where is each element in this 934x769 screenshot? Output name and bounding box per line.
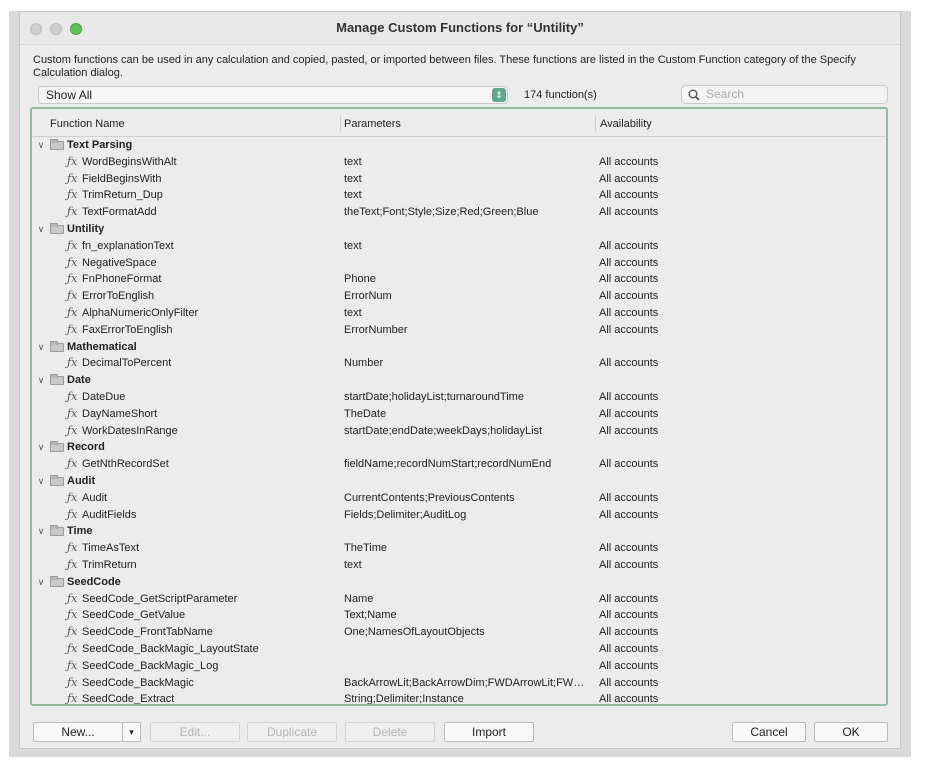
function-availability: All accounts: [599, 458, 659, 471]
function-name: TimeAsText: [82, 542, 140, 555]
group-name: SeedCode: [67, 575, 121, 588]
search-icon: [688, 89, 700, 101]
function-row[interactable]: [32, 691, 886, 706]
function-parameters: theText;Font;Style;Size;Red;Green;Blue: [344, 206, 539, 219]
function-row[interactable]: [32, 540, 886, 557]
dialog-title: Manage Custom Functions for “Untility”: [336, 20, 584, 35]
function-fx-icon: ƒx: [67, 305, 78, 319]
function-fx-icon: ƒx: [67, 490, 78, 504]
group-row[interactable]: [32, 137, 886, 154]
function-parameters: Number: [344, 357, 384, 370]
function-parameters: text: [344, 239, 362, 252]
function-availability: All accounts: [599, 609, 659, 622]
manage-custom-functions-dialog: [19, 11, 901, 749]
function-parameters: String;Delimiter;Instance: [344, 693, 464, 706]
function-name: Audit: [82, 491, 108, 504]
function-parameters: text: [344, 172, 362, 185]
function-parameters: text: [344, 306, 362, 319]
function-parameters: text: [344, 189, 362, 202]
search-input[interactable]: [681, 85, 888, 104]
function-row[interactable]: [32, 255, 886, 272]
disclosure-chevron-down-icon[interactable]: ∨: [37, 140, 45, 150]
new-button[interactable]: New...: [33, 722, 123, 742]
function-name: DecimalToPercent: [82, 357, 172, 370]
function-availability: All accounts: [599, 659, 659, 672]
function-fx-icon: ƒx: [67, 423, 78, 437]
column-separator: [340, 115, 341, 132]
function-name: NegativeSpace: [82, 256, 157, 269]
group-row[interactable]: [32, 372, 886, 389]
function-name: fn_explanationText: [82, 239, 174, 252]
function-fx-icon: ƒx: [67, 658, 78, 672]
column-separator: [595, 115, 596, 132]
cancel-button[interactable]: Cancel: [732, 722, 806, 742]
group-name: Time: [67, 525, 93, 538]
folder-icon: [50, 225, 64, 234]
search-placeholder: Search: [706, 87, 745, 101]
function-parameters: TheTime: [344, 542, 387, 555]
function-name: TrimReturn: [82, 558, 137, 571]
function-parameters: startDate;holidayList;turnaroundTime: [344, 390, 524, 403]
function-parameters: text: [344, 155, 362, 168]
function-name: SeedCode_BackMagic_Log: [82, 659, 219, 672]
function-fx-icon: ƒx: [67, 641, 78, 655]
group-name: Mathematical: [67, 340, 137, 353]
function-availability: All accounts: [599, 558, 659, 571]
window-frame: [9, 11, 911, 757]
function-availability: All accounts: [599, 189, 659, 202]
folder-icon: [50, 376, 64, 385]
function-availability: All accounts: [599, 357, 659, 370]
function-name: FnPhoneFormat: [82, 273, 162, 286]
function-availability: All accounts: [599, 290, 659, 303]
function-parameters: ErrorNum: [344, 290, 392, 303]
function-availability: All accounts: [599, 306, 659, 319]
function-fx-icon: ƒx: [67, 171, 78, 185]
function-parameters: startDate;endDate;weekDays;holidayList: [344, 424, 543, 437]
disclosure-chevron-down-icon[interactable]: ∨: [37, 223, 45, 234]
function-availability: All accounts: [599, 626, 659, 639]
group-name: Audit: [67, 474, 96, 487]
function-parameters: Fields;Delimiter;AuditLog: [344, 508, 467, 521]
function-name: ErrorToEnglish: [82, 290, 155, 303]
function-name: SeedCode_GetScriptParameter: [82, 592, 238, 605]
function-availability: All accounts: [599, 155, 659, 168]
disclosure-chevron-down-icon[interactable]: ∨: [37, 475, 45, 486]
function-fx-icon: ƒx: [67, 205, 78, 219]
function-availability: All accounts: [599, 542, 659, 555]
group-row[interactable]: [32, 523, 886, 540]
list-header: [32, 109, 886, 137]
function-fx-icon: ƒx: [67, 356, 78, 370]
function-row[interactable]: [32, 507, 886, 524]
function-availability: All accounts: [599, 676, 659, 689]
function-row[interactable]: [32, 171, 886, 188]
function-parameters: BackArrowLit;BackArrowDim;FWDArrowLit;FWD...: [344, 676, 590, 689]
disclosure-chevron-down-icon[interactable]: ∨: [37, 375, 45, 386]
function-row[interactable]: [32, 658, 886, 675]
column-header-params[interactable]: Parameters: [344, 118, 401, 130]
function-name: FieldBeginsWith: [82, 172, 162, 185]
function-row[interactable]: [32, 305, 886, 322]
function-parameters: text: [344, 558, 362, 571]
group-row[interactable]: [32, 339, 886, 356]
function-fx-icon: ƒx: [67, 406, 78, 420]
function-row[interactable]: [32, 355, 886, 372]
function-fx-icon: ƒx: [67, 289, 78, 303]
group-name: Untility: [67, 222, 105, 235]
function-name: SeedCode_FrontTabName: [82, 626, 213, 639]
function-availability: All accounts: [599, 206, 659, 219]
function-availability: All accounts: [599, 323, 659, 336]
function-name: AuditFields: [82, 508, 137, 521]
function-row[interactable]: [32, 675, 886, 692]
function-name: SeedCode_GetValue: [82, 609, 186, 622]
function-availability: All accounts: [599, 693, 659, 706]
filter-selected-value: Show All: [46, 88, 93, 102]
function-fx-icon: ƒx: [67, 457, 78, 471]
function-parameters: One;NamesOfLayoutObjects: [344, 626, 485, 639]
function-row[interactable]: [32, 288, 886, 305]
folder-icon: [50, 527, 64, 536]
function-availability: All accounts: [599, 592, 659, 605]
group-row[interactable]: [32, 574, 886, 591]
function-fx-icon: ƒx: [67, 188, 78, 202]
function-parameters: Text;Name: [344, 609, 397, 622]
column-header-availability[interactable]: Availability: [600, 118, 652, 130]
function-fx-icon: ƒx: [67, 238, 78, 252]
function-name: GetNthRecordSet: [82, 458, 169, 471]
function-availability: All accounts: [599, 273, 659, 286]
folder-icon: [50, 443, 64, 452]
function-row[interactable]: [32, 490, 886, 507]
function-row[interactable]: [32, 322, 886, 339]
function-parameters: fieldName;recordNumStart;recordNumEnd: [344, 458, 552, 471]
function-row[interactable]: [32, 456, 886, 473]
function-availability: All accounts: [599, 239, 659, 252]
column-header-name[interactable]: Function Name: [50, 118, 125, 130]
list-rows: [32, 137, 886, 706]
group-name: Date: [67, 374, 91, 387]
delete-button[interactable]: Delete: [345, 722, 435, 742]
function-fx-icon: ƒx: [67, 591, 78, 605]
title-bar: [20, 12, 900, 45]
function-fx-icon: ƒx: [67, 255, 78, 269]
function-availability: All accounts: [599, 642, 659, 655]
function-row[interactable]: [32, 204, 886, 221]
function-name: TrimReturn_Dup: [82, 189, 163, 202]
function-parameters: ErrorNumber: [344, 323, 408, 336]
disclosure-chevron-down-icon[interactable]: ∨: [37, 341, 45, 352]
function-fx-icon: ƒx: [67, 608, 78, 622]
function-row[interactable]: [32, 406, 886, 423]
function-row[interactable]: [32, 238, 886, 255]
function-name: SeedCode_Extract: [82, 693, 175, 706]
function-availability: All accounts: [599, 390, 659, 403]
function-fx-icon: ƒx: [67, 507, 78, 521]
function-fx-icon: ƒx: [67, 389, 78, 403]
function-name: AlphaNumericOnlyFilter: [82, 306, 199, 319]
function-fx-icon: ƒx: [67, 272, 78, 286]
function-row[interactable]: [32, 187, 886, 204]
function-name: SeedCode_BackMagic_LayoutState: [82, 642, 259, 655]
folder-icon: [50, 578, 64, 587]
group-row[interactable]: [32, 221, 886, 238]
function-availability: All accounts: [599, 256, 659, 269]
folder-icon: [50, 477, 64, 486]
function-count: 174 function(s): [524, 89, 597, 101]
function-availability: All accounts: [599, 508, 659, 521]
function-row[interactable]: [32, 271, 886, 288]
function-fx-icon: ƒx: [67, 322, 78, 336]
disclosure-chevron-down-icon[interactable]: ∨: [37, 442, 45, 453]
group-row[interactable]: [32, 473, 886, 490]
function-name: DayNameShort: [82, 407, 158, 420]
disclosure-chevron-down-icon[interactable]: ∨: [37, 576, 45, 587]
function-availability: All accounts: [599, 172, 659, 185]
group-name: Text Parsing: [67, 139, 133, 151]
description-text: Custom functions can be used in any calculation and copied, pasted, or imported between files. These functions are listed in the Custom Function category of the Specify Calculation dialog.: [33, 54, 856, 79]
function-parameters: TheDate: [344, 407, 387, 420]
function-row[interactable]: [32, 641, 886, 658]
function-availability: All accounts: [599, 407, 659, 420]
folder-icon: [50, 141, 64, 150]
function-row[interactable]: [32, 591, 886, 608]
group-row[interactable]: [32, 439, 886, 456]
function-name: FaxErrorToEnglish: [82, 323, 173, 336]
folder-icon: [50, 343, 64, 352]
function-name: WorkDatesInRange: [82, 424, 178, 437]
select-stepper-icon: ⇕: [492, 88, 506, 102]
new-options-chevron-down-icon[interactable]: ▾: [122, 722, 141, 742]
function-name: WordBeginsWithAlt: [82, 155, 177, 168]
function-availability: All accounts: [599, 424, 659, 437]
edit-button[interactable]: Edit...: [150, 722, 240, 742]
function-parameters: Name: [344, 592, 374, 605]
function-parameters: Phone: [344, 273, 376, 286]
function-parameters: CurrentContents;PreviousContents: [344, 491, 515, 504]
function-row[interactable]: [32, 624, 886, 641]
import-button[interactable]: Import: [444, 722, 534, 742]
function-fx-icon: ƒx: [67, 154, 78, 168]
group-name: Record: [67, 441, 105, 454]
function-fx-icon: ƒx: [67, 692, 78, 706]
function-row[interactable]: [32, 154, 886, 171]
function-row[interactable]: [32, 557, 886, 574]
function-fx-icon: ƒx: [67, 625, 78, 639]
function-row[interactable]: [32, 423, 886, 440]
function-availability: All accounts: [599, 491, 659, 504]
function-fx-icon: ƒx: [67, 541, 78, 555]
duplicate-button[interactable]: Duplicate: [247, 722, 337, 742]
function-fx-icon: ƒx: [67, 557, 78, 571]
disclosure-chevron-down-icon[interactable]: ∨: [37, 526, 45, 537]
ok-button[interactable]: OK: [814, 722, 888, 742]
function-row[interactable]: [32, 389, 886, 406]
category-filter-select[interactable]: [38, 86, 508, 104]
function-name: DateDue: [82, 390, 126, 403]
function-name: TextFormatAdd: [82, 206, 157, 219]
function-name: SeedCode_BackMagic: [82, 676, 194, 689]
function-list[interactable]: [30, 107, 888, 706]
function-fx-icon: ƒx: [67, 675, 78, 689]
function-row[interactable]: [32, 607, 886, 624]
